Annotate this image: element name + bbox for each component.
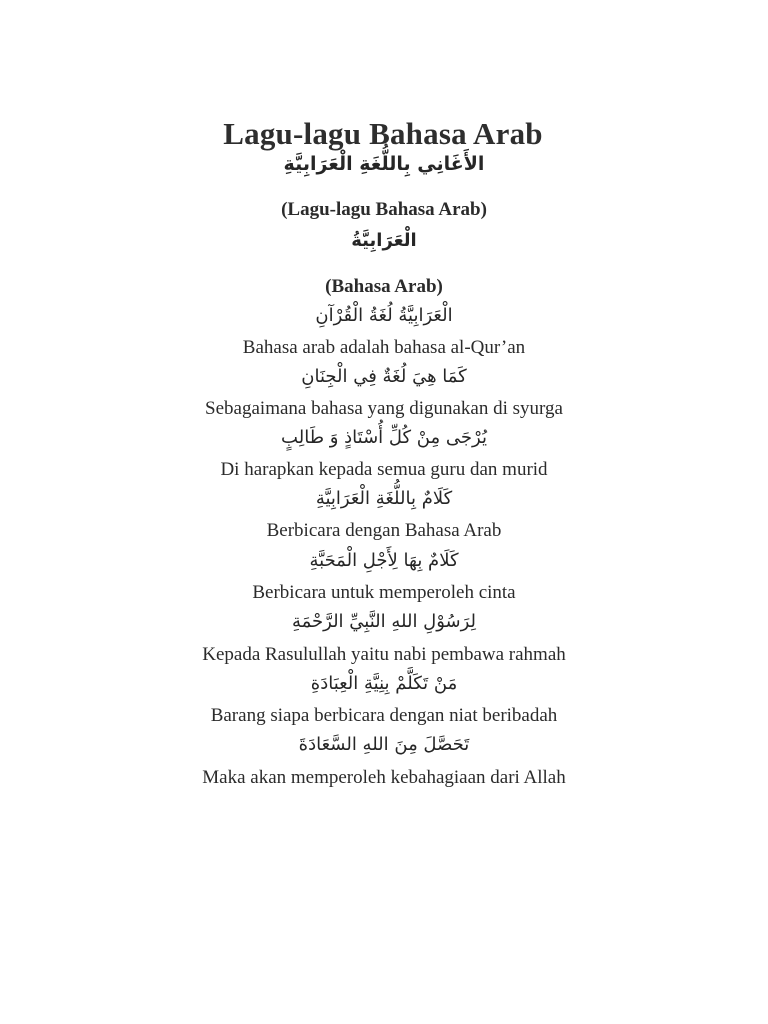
document-title: Lagu-lagu Bahasa Arab [223, 116, 543, 151]
verse-4-translation: Berbicara dengan Bahasa Arab [266, 520, 502, 541]
section-heading-arabic: الْعَرَابِيَّةُ [351, 230, 417, 251]
verse-8-translation: Maka akan memperoleh kebahagiaan dari Allah [202, 767, 566, 788]
verse-8-arabic: تَحَصَّلَ مِنَ اللهِ السَّعَادَةَ [298, 734, 470, 755]
verse-3-translation: Di harapkan kepada semua guru dan murid [220, 459, 548, 480]
verse-5-translation: Berbicara untuk memperoleh cinta [252, 582, 516, 603]
verse-1-translation: Bahasa arab adalah bahasa al-Qur’an [242, 337, 526, 358]
verse-1-arabic: الْعَرَابِيَّةُ لُغَةُ الْقُرْآنِ [315, 305, 453, 326]
verse-2-translation: Sebagaimana bahasa yang digunakan di syurga [205, 398, 563, 419]
verse-4-arabic: كَلَامٌ بِاللُّغَةِ الْعَرَابِيَّةِ [315, 488, 453, 509]
section-subheading: (Bahasa Arab) [325, 276, 443, 297]
verse-2-arabic: كَمَا هِيَ لُغَةٌ فِي الْجِنَانِ [301, 366, 467, 387]
section-heading: (Lagu-lagu Bahasa Arab) [281, 199, 487, 220]
verse-5-arabic: كَلَامٌ بِهَا لِأَجْلِ الْمَحَبَّةِ [309, 550, 459, 571]
document-title-arabic: الأَغَانِي بِاللُّغَةِ الْعَرَابِيَّةِ [283, 153, 485, 175]
verse-6-translation: Kepada Rasulullah yaitu nabi pembawa rahmah [202, 644, 566, 665]
verse-7-arabic: مَنْ تَكَلَّمْ بِنِيَّةِ الْعِبَادَةِ [310, 673, 458, 694]
verse-3-arabic: يُرْجَى مِنْ كُلِّ أُسْتَاذٍ وَ طَالِبٍ [281, 427, 487, 448]
verse-6-arabic: لِرَسُوْلِ اللهِ النَّبِيِّ الرَّحْمَةِ [291, 611, 477, 632]
verse-7-translation: Barang siapa berbicara dengan niat beribadah [210, 705, 558, 726]
